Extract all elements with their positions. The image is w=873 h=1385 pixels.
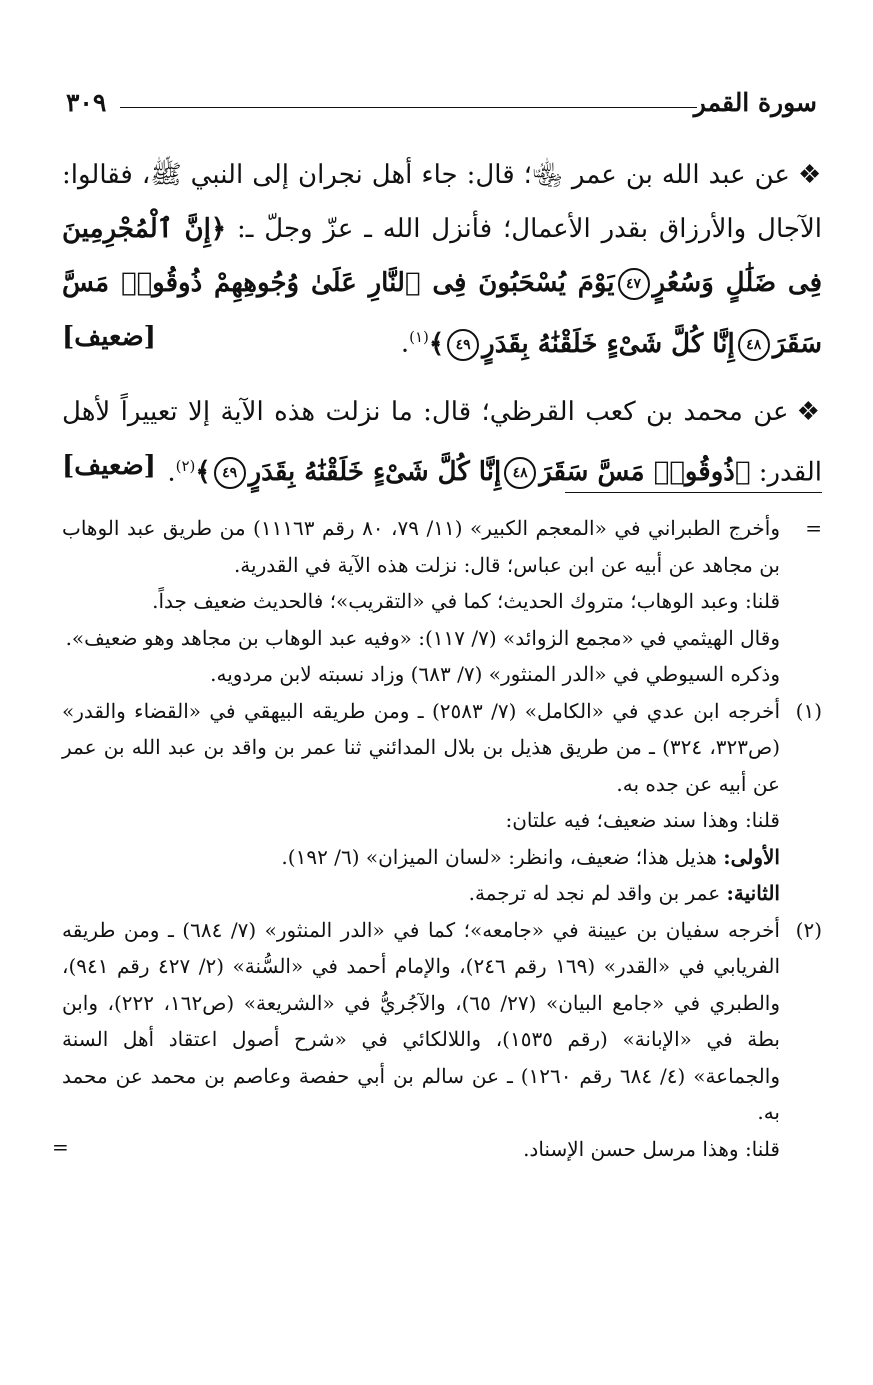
sura-title: سورة القمر — [693, 88, 817, 117]
footnote-number: (٢) — [795, 917, 822, 942]
continuation-mark: = — [805, 516, 822, 540]
footnote-text: عمر بن واقد لم نجد له ترجمة. — [468, 881, 727, 905]
grade-label: [ضعيف] — [62, 450, 156, 481]
footnote-paragraph: وأخرج الطبراني في «المعجم الكبير» (١١/ ٧٩، ٨٠ رقم ١١١٦٣) من طريق عبد الوهاب بن مجاهد عن أبيه عن ابن عباس؛ قال: نزلت هذه الآية في القدرية. — [62, 516, 780, 577]
verse-number-icon: ٤٨ — [738, 329, 770, 361]
quran-bracket-open: ﴿ — [210, 214, 227, 244]
verse-49: إِنَّا كُلَّ شَىْءٍ خَلَقْنَٰهُ بِقَدَرٍ — [248, 457, 502, 488]
footnote-paragraph: وذكره السيوطي في «الدر المنثور» (٧/ ٦٨٣) وزاد نسبته لابن مردويه. — [210, 662, 780, 686]
footnote-paragraph — [62, 875, 780, 912]
sentence-end: . — [400, 328, 410, 359]
verse-48: يَوْمَ يُسْحَبُونَ فِى ٱلنَّارِ عَلَىٰ وُجُوهِهِمْ ذُوقُوا۟ مَسَّ سَقَرَ — [62, 268, 822, 359]
footnote-paragraph: أخرجه ابن عدي في «الكامل» (٧/ ٢٥٨٣) ـ ومن طريقه البيهقي في «القضاء والقدر» (ص٣٢٣، ٣٢٤) ـ من طريق هذيل بن بلال المدائني ثنا عمر بن واقد بن عبد الله بن عمر عن أبيه عن جده به. — [62, 698, 780, 796]
quran-bracket-close: ﴾ — [195, 457, 211, 488]
main-text — [62, 148, 822, 499]
verse-number-icon: ٤٨ — [504, 457, 536, 489]
footnote-paragraph: قلنا: وهذا مرسل حسن الإسناد. — [523, 1136, 780, 1161]
footnote-paragraph: وقال الهيثمي في «مجمع الزوائد» (٧/ ١١٧): «وفيه عبد الوهاب بن مجاهد وهو ضعيف». — [65, 625, 780, 650]
hadith-paragraph-1 — [62, 148, 822, 371]
footnote-number: (١) — [795, 698, 822, 723]
footnote-2 — [52, 912, 822, 1168]
footnote-paragraph: أخرجه سفيان بن عيينة في «جامعه»؛ كما في «الدر المنثور» (٧/ ٦٨٤) ـ ومن طريقه الفريابي في «القدر» (١٦٩ رقم ٢٤٦)، والإمام أحمد في «السُّنة» (٢/ ٤٢٧ رقم ٩٤١)، والطبري في «جامع البيان» (٢٧/ ٦٥)، والآجُريُّ في «الشريعة» (ص١٦٢، ٢٢٢)، وابن بطة في «الإبانة» (رقم ١٥٣٥)، واللالكائي في «شرح أصول اعتقاد أهل السنة والجماعة» (٤/ ٦٨٤ رقم ١٢٦٠) ـ عن سالم بن أبي حفصة وعاصم بن محمد عن محمد به. — [62, 917, 781, 1124]
footnote-paragraph: قلنا: وهذا سند ضعيف؛ فيه علتان: — [505, 808, 780, 832]
verse-number-icon: ٤٩ — [447, 329, 479, 361]
footnote-text: هذيل هذا؛ ضعيف، وانظر: «لسان الميزان» (٦/ ١٩٢). — [281, 844, 724, 869]
grade-label: [ضعيف] — [62, 322, 156, 352]
footnote-ref-2[interactable]: (٢) — [175, 456, 196, 475]
footnote-1 — [62, 693, 822, 912]
page-number: ٣٠٩ — [66, 88, 107, 117]
verse-number-icon: ٤٩ — [214, 457, 246, 489]
verse-number-icon: ٤٧ — [618, 268, 650, 300]
quran-bracket-open: ﴿ — [734, 457, 751, 488]
header-rule — [120, 107, 697, 108]
verse-47: إِنَّ ٱلْمُجْرِمِينَ فِى ضَلَٰلٍ وَسُعُرٍ — [62, 214, 822, 298]
hadith-text: عن عبد الله بن عمر ﵄؛ قال: جاء أهل نجران إلى النبي ﷺ، فقالوا: الآجال والأرزاق بقدر الأعمال؛ فأنزل الله ـ عزّ وجلّ ـ: — [62, 160, 822, 244]
verse-49: إِنَّا كُلَّ شَىْءٍ خَلَقْنَٰهُ بِقَدَرٍ — [482, 328, 735, 359]
quran-bracket-close: ﴾ — [428, 328, 445, 359]
continuation-mark: = — [52, 1134, 69, 1159]
hadith-text: عن محمد بن كعب القرظي؛ قال: ما نزلت هذه الآية إلا تعييراً لأهل القدر: — [62, 396, 822, 488]
quran-quote — [195, 457, 750, 487]
footnote-paragraph — [62, 839, 780, 876]
star-ornament-icon: ❖ — [796, 396, 822, 427]
footnote-label: الثانية: — [726, 881, 780, 905]
footnotes — [52, 510, 822, 1167]
sentence-end: . — [167, 457, 176, 488]
star-ornament-icon: ❖ — [797, 160, 823, 190]
footnote-label: الأولى: — [723, 844, 780, 869]
footnote-separator — [565, 492, 822, 493]
footnote-paragraph: قلنا: وعبد الوهاب؛ متروك الحديث؛ كما في «التقريب»؛ فالحديث ضعيف جداً. — [152, 589, 780, 613]
hadith-paragraph-2 — [62, 385, 822, 500]
page-header — [60, 86, 825, 126]
footnote-ref-1[interactable]: (١) — [409, 328, 429, 346]
footnote-continuation — [62, 510, 822, 693]
verse-48: ذُوقُوا۟ مَسَّ سَقَرَ — [539, 457, 735, 488]
